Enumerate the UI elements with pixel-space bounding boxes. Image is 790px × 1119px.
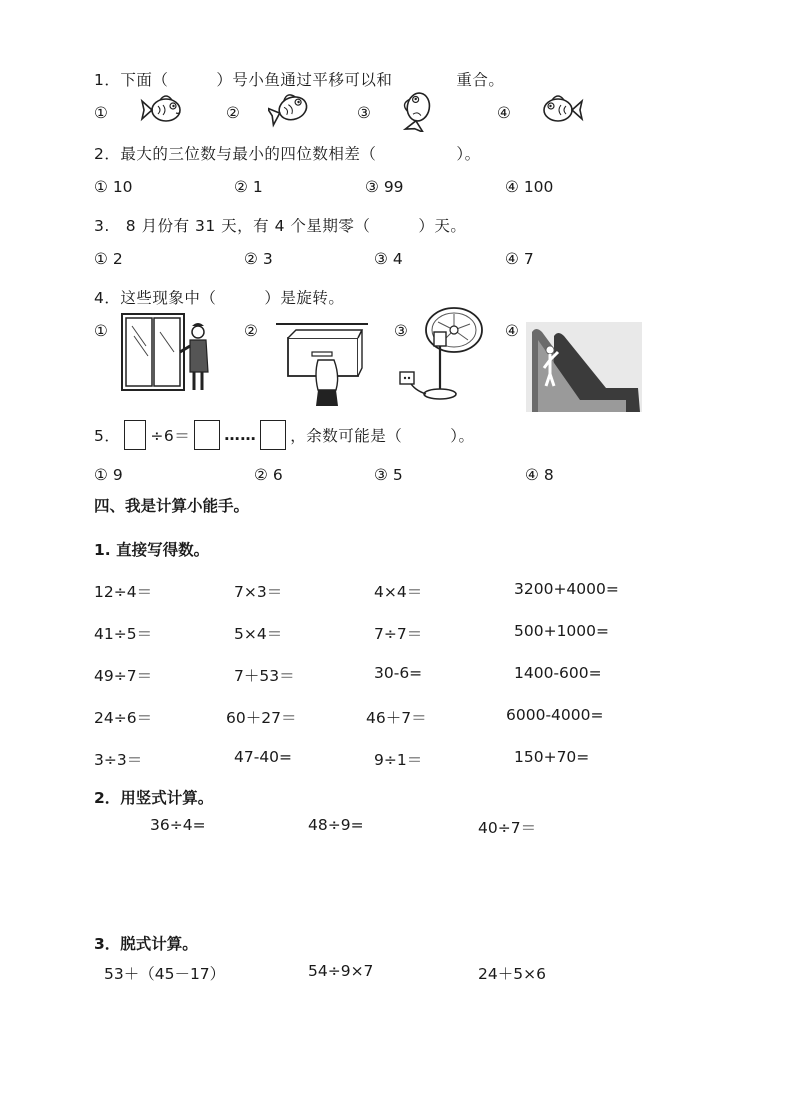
q5-suffix: ，余数可能是（ ）。 [290,427,475,445]
question-2-text: 2．最大的三位数与最小的四位数相差（ ）。 [94,145,481,163]
step-calc-2: 54÷9×7 [308,962,374,980]
q5-dots: …… [224,426,257,444]
q3-option-1: ① 2 [94,250,123,268]
question-3-text: 3. 8 月份有 31 天，有 4 个星期零（ ）天。 [94,217,467,235]
sliding-window-person-icon [120,312,212,394]
q4-option-4: ④ [505,322,519,340]
step-calc-1: 53＋（45－17） [104,965,226,983]
calc-r5-c2: 47-40= [234,748,293,766]
calc-r2-c2: 5×4＝ [234,625,283,643]
calc-r5-c3: 9÷1＝ [374,751,423,769]
q1-option-2: ② [226,104,240,122]
vertical-calc-2: 48÷9= [308,816,364,834]
q3-option-2: ② 3 [244,250,273,268]
q5-prefix: 5． [94,427,121,445]
calc-r4-c4: 6000-4000= [506,706,604,724]
q5-option-1: ① 9 [94,466,123,484]
drawer-hand-icon [274,316,370,408]
reference-fish-blank [442,60,492,92]
q4-option-2: ② [244,322,258,340]
q3-option-3: ③ 4 [374,250,403,268]
calc-r4-c3: 46＋7＝ [366,709,427,727]
q2-option-3: ③ 99 [365,178,404,196]
q4-option-3: ③ [394,322,408,340]
calc-r3-c2: 7＋53＝ [234,667,295,685]
calc-r5-c4: 150+70= [514,748,590,766]
fish-2-icon [268,88,314,130]
question-4-text: 4．这些现象中（ ）是旋转。 [94,289,345,307]
q2-option-1: ① 10 [94,178,133,196]
calc-r2-c1: 41÷5＝ [94,625,153,643]
calc-r1-c3: 4×4＝ [374,583,423,601]
q1-option-3: ③ [357,104,371,122]
q5-quotient-box[interactable] [194,420,220,450]
calc-r3-c1: 49÷7＝ [94,667,153,685]
q5-remainder-box[interactable] [260,420,286,450]
question-5-line [94,420,475,450]
calc-r3-c4: 1400-600= [514,664,602,682]
q3-option-4: ④ 7 [505,250,534,268]
fish-4-icon [538,90,584,130]
vertical-calc-1: 36÷4= [150,816,206,834]
calc-r5-c1: 3÷3＝ [94,751,143,769]
question-1-text: 1．下面（ ）号小鱼通过平移可以和 重合。 [94,71,505,89]
fish-1-icon [140,90,186,130]
part-2-title: 2．用竖式计算。 [94,789,214,807]
calc-r2-c3: 7÷7＝ [374,625,423,643]
q5-option-3: ③ 5 [374,466,403,484]
q2-option-4: ④ 100 [505,178,554,196]
calc-r4-c1: 24÷6＝ [94,709,153,727]
escalator-icon [526,322,642,412]
calc-r1-c2: 7×3＝ [234,583,283,601]
q5-option-4: ④ 8 [525,466,554,484]
part-1-title: 1. 直接写得数。 [94,541,210,559]
vertical-calc-3: 40÷7＝ [478,819,537,837]
fish-3-icon [398,86,438,132]
step-calc-3: 24＋5×6 [478,965,546,983]
calc-r3-c3: 30-6= [374,664,423,682]
part-3-title: 3．脱式计算。 [94,935,198,953]
calc-r2-c4: 500+1000= [514,622,610,640]
q5-divisor-text: ÷6＝ [150,427,191,445]
calc-r4-c2: 60＋27＝ [226,709,297,727]
calc-r1-c1: 12÷4＝ [94,583,153,601]
q1-option-1: ① [94,104,108,122]
q5-dividend-box[interactable] [124,420,146,450]
calc-r1-c4: 3200+4000= [514,580,619,598]
q2-option-2: ② 1 [234,178,263,196]
q5-option-2: ② 6 [254,466,283,484]
section-4-title: 四、我是计算小能手。 [94,497,250,515]
q4-option-1: ① [94,322,108,340]
q1-option-4: ④ [497,104,511,122]
electric-fan-icon [396,304,488,404]
